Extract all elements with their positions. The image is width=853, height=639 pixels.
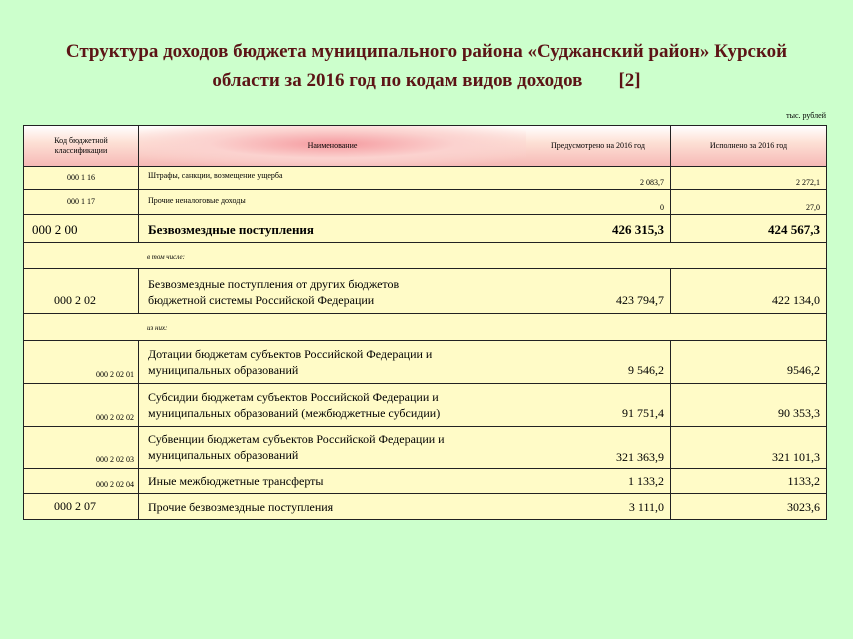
row-executed: 1133,2 (787, 474, 820, 488)
row-name: Безвозмездные поступления от других бюджетов бюджетной системы Российской Федерации (148, 277, 400, 307)
table-row (24, 494, 826, 519)
title-line-2 (0, 66, 853, 95)
row-executed: 424 567,3 (768, 222, 820, 237)
row-planned: 9 546,2 (628, 363, 664, 377)
row-planned: 3 111,0 (628, 500, 664, 514)
header-code: Код бюджетной классификации (24, 126, 139, 166)
title-line-1: Структура доходов бюджета муниципального района «Суджанский район» Курской (65, 41, 788, 62)
sublabel: из них: (147, 324, 168, 332)
table-header-row (24, 126, 826, 167)
table-row-sublabel (24, 314, 826, 341)
row-code: 000 2 02 02 (96, 413, 134, 422)
row-code: 000 1 17 (67, 197, 95, 206)
row-executed: 27,0 (806, 203, 820, 212)
row-executed: 321 101,3 (772, 450, 820, 464)
row-name: Прочие неналоговые доходы (148, 196, 246, 205)
row-planned: 91 751,4 (622, 406, 664, 420)
row-code: 000 2 02 01 (96, 370, 134, 379)
table-row (24, 215, 826, 243)
row-executed: 3023,6 (787, 500, 820, 514)
units-label: тыс. рублей (786, 111, 826, 120)
sublabel: в том числе: (147, 253, 185, 261)
page-title (0, 37, 853, 95)
table-row (24, 190, 826, 215)
row-planned: 0 (660, 203, 664, 212)
header-executed: Исполнено за 2016 год (709, 141, 788, 150)
row-name: Штрафы, санкции, возмещение ущерба (148, 171, 283, 180)
row-planned: 321 363,9 (616, 450, 664, 464)
row-name: Субсидии бюджетам субъектов Российской Федерации и муниципальных образований (межбюджетные субсидии) (148, 390, 441, 420)
row-code: 000 2 02 (54, 293, 96, 307)
row-name: Субвенции бюджетам субъектов Российской Федерации и муниципальных образований (148, 432, 445, 462)
table-row (24, 269, 826, 314)
header-planned: Предусмотрено на 2016 год (526, 126, 671, 166)
row-executed: 9546,2 (787, 363, 820, 377)
row-executed: 422 134,0 (772, 293, 820, 307)
table-row (24, 167, 826, 190)
row-code: 000 2 02 03 (96, 455, 134, 464)
row-planned: 426 315,3 (612, 222, 664, 237)
row-planned: 2 083,7 (640, 178, 664, 187)
table-row (24, 427, 826, 469)
title-line-2-text: области за 2016 год по кодам видов доходов (212, 70, 583, 91)
row-name: Прочие безвозмездные поступления (148, 500, 334, 514)
row-planned: 1 133,2 (628, 474, 664, 488)
table-row (24, 341, 826, 384)
table-row (24, 384, 826, 427)
header-name: Наименование (139, 126, 526, 166)
table-row (24, 469, 826, 494)
row-code: 000 2 00 (32, 222, 78, 237)
row-planned: 423 794,7 (616, 293, 664, 307)
row-code: 000 2 02 04 (96, 480, 134, 489)
title-reference: [2] (618, 70, 641, 91)
table-row-sublabel (24, 243, 826, 269)
row-name: Безвозмездные поступления (148, 222, 314, 237)
row-code: 000 2 07 (54, 499, 96, 513)
row-executed: 90 353,3 (778, 406, 820, 420)
row-code: 000 1 16 (67, 173, 95, 182)
row-name: Иные межбюджетные трансферты (148, 474, 324, 488)
row-executed: 2 272,1 (796, 178, 820, 187)
revenue-table (23, 125, 827, 520)
row-name: Дотации бюджетам субъектов Российской Федерации и муниципальных образований (148, 347, 433, 377)
